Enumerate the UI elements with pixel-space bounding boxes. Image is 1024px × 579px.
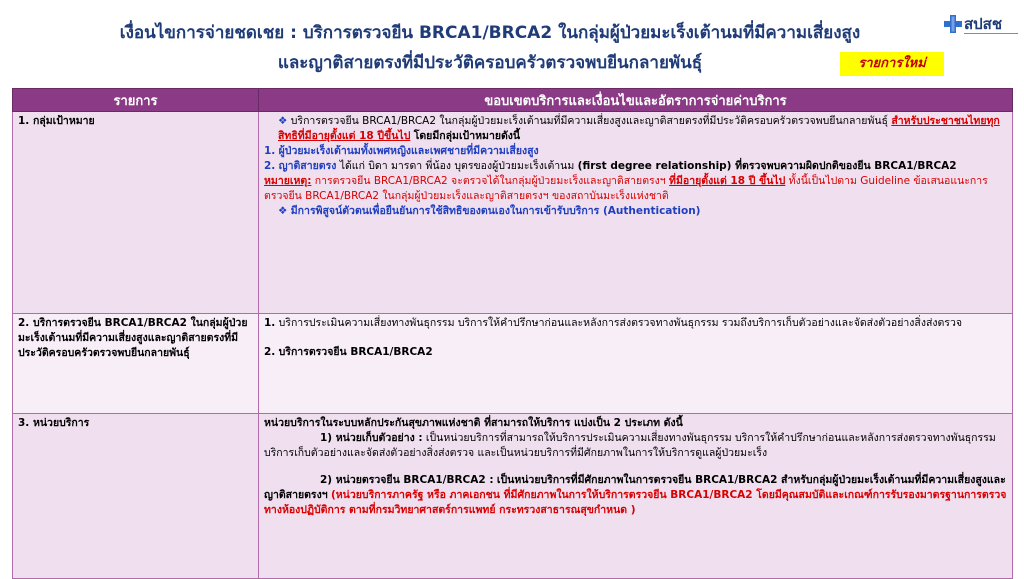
row1-item2-relationship: (first degree relationship) ที่ตรวจพบความผิดปกติของยีน BRCA1/BRCA2 [577,160,957,172]
row1-note [264,174,1007,204]
row1-item1 [264,144,1007,159]
row1-intro-text: บริการตรวจยีน BRCA1/BRCA2 ในกลุ่มผู้ป่วยมะเร็งเต้านมที่มีความเสี่ยงสูงและญาติสายตรงที่มีประวัติครอบครัวตรวจพบยีนกลายพันธุ์ [290,115,888,127]
row1-content [259,112,1013,314]
row3-intro: หน่วยบริการในระบบหลักประกันสุขภาพแห่งชาติ ที่สามารถให้บริการ แบ่งเป็น 2 ประเภท ดังนี้ [264,417,683,429]
row3-type1-text: เป็นหน่วยบริการที่สามารถให้บริการประเมินความเสี่ยงทางพันธุกรรม บริการให้คำปรึกษาก่อนและหลังการส่งตรวจทางพันธุกรรม บริการเก็บตัวอย่างและจัดส่งตัวอย่างสิ่งส่งตรวจ และเป็นหน่วยบริการที่มีศักยภาพในการให้บริการดูแลผู้ป่วยมะเร็ง [264,432,996,459]
row1-auth [264,204,1007,219]
row1-item2-desc: ได้แก่ บิดา มารดา พี่น้อง บุตรของผู้ป่วยมะเร็งเต้านม [339,160,575,172]
row3-label: 3. หน่วยบริการ [13,414,259,579]
row2-item1-text: บริการประเมินความเสี่ยงทางพันธุกรรม บริการให้คำปรึกษาก่อนและหลังการส่งตรวจทางพันธุกรรม รวมถึงบริการเก็บตัวอย่างและจัดส่งตัวอย่างสิ่งส่งตรวจ [278,317,962,329]
row3-type2 [264,473,1007,518]
row1-note-age: ที่มีอายุตั้งแต่ 18 ปี ขึ้นไป [669,175,786,187]
row2-item1 [264,316,1007,331]
logo-underline [964,33,1018,37]
page-title-line1: เงื่อนไขการจ่ายชดเชย : บริการตรวจยีน BRCA1/BRCA2 ในกลุ่มผู้ป่วยมะเร็งเต้านมที่มีความเสี่ยงสูง [119,23,861,43]
row3-type2-label: 2) หน่วยตรวจยีน BRCA1/BRCA2 : [320,474,494,486]
new-item-badge: รายการใหม่ [840,52,944,76]
row2-item2-num: 2. [264,346,276,358]
row1-auth-text: มีการพิสูจน์ตัวตนเพื่อยืนยันการใช้สิทธิของตนเองในการเข้ารับบริการ (Authentication) [290,205,701,217]
row3-type1 [264,431,1007,461]
conditions-table [12,88,1013,579]
row1-item2 [264,159,1007,174]
row3-content [259,414,1013,579]
row1-item1-num: 1. [264,145,276,157]
row3-type2-red: (หน่วยบริการภาครัฐ หรือ ภาคเอกชน ที่มีศักยภาพในการให้บริการตรวจยีน BRCA1/BRCA2 โดยมีคุณสมบัติและเกณฑ์การรับรองมาตรฐานการตรวจทางห้องปฏิบัติการ ตามที่กรมวิทยาศาสตร์การแพทย์ กระทรวงสาธารณสุขกำหนด ) [264,489,1007,516]
table-row-service-units [13,414,1013,579]
table-row-services [13,314,1013,414]
page-title-line2: และญาติสายตรงที่มีประวัติครอบครัวตรวจพบยีนกลายพันธุ์ [277,53,703,73]
diamond-bullet-icon: ❖ [278,205,291,217]
row1-note-guideline: ทั้งนี้เป็นไปตาม Guideline ข้อเสนอแนะการตรวจยีน BRCA1/BRCA2 ในกลุ่มผู้ป่วยมะเร็งและญาติสายตรงฯ ของสถาบันมะเร็งแห่งชาติ [264,175,988,202]
row3-type1-label: 1) หน่วยเก็บตัวอย่าง : [320,432,423,444]
row1-label: 1. กลุ่มเป้าหมาย [13,112,259,314]
row1-intro-red: สำหรับประชาชนไทยทุกสิทธิที่มีอายุตั้งแต่ 18 ปีขึ้นไป [278,115,1000,142]
row2-content [259,314,1013,414]
nhso-logo [944,8,1020,40]
row1-item2-relatives: ญาติสายตรง [278,160,337,172]
row1-item2-num: 2. [264,160,276,172]
row3-type2-text: เป็นหน่วยบริการที่มีศักยภาพในการตรวจยีน BRCA1/BRCA2 สำหรับกลุ่มผู้ป่วยมะเร็งเต้านมที่มีความเสี่ยงสูงและญาติสายตรงฯ [264,474,1006,501]
nhso-logo-cross-icon [944,15,962,33]
row2-item1-num: 1. [264,317,276,329]
row1-intro-tail: โดยมีกลุ่มเป้าหมายดังนี้ [413,130,521,142]
row2-label: 2. บริการตรวจยีน BRCA1/BRCA2 ในกลุ่มผู้ป่วยมะเร็งเต้านมที่มีความเสี่ยงสูงและญาติสายตรงที่มีประวัติครอบครัวตรวจพบยีนกลายพันธุ์ [13,314,259,414]
row2-item2-text: บริการตรวจยีน BRCA1/BRCA2 [278,346,433,358]
table-header-row [13,89,1013,112]
col-header-scope: ขอบเขตบริการและเงื่อนไขและอัตราการจ่ายค่าบริการ [259,89,1013,112]
table-row-target-group [13,112,1013,314]
row1-item1-text: ผู้ป่วยมะเร็งเต้านมทั้งเพศหญิงและเพศชายที่มีความเสี่ยงสูง [278,145,539,157]
logo-text: สปสช [964,15,1003,33]
diamond-bullet-icon: ❖ [278,115,291,127]
row1-note-label: หมายเหตุ: [264,175,312,187]
row1-note-text: การตรวจยีน BRCA1/BRCA2 จะตรวจได้ในกลุ่มผู้ป่วยมะเร็งและญาติสายตรงฯ [314,175,666,187]
row1-intro [264,114,1007,144]
col-header-item: รายการ [13,89,259,112]
row2-item2 [264,345,1007,360]
